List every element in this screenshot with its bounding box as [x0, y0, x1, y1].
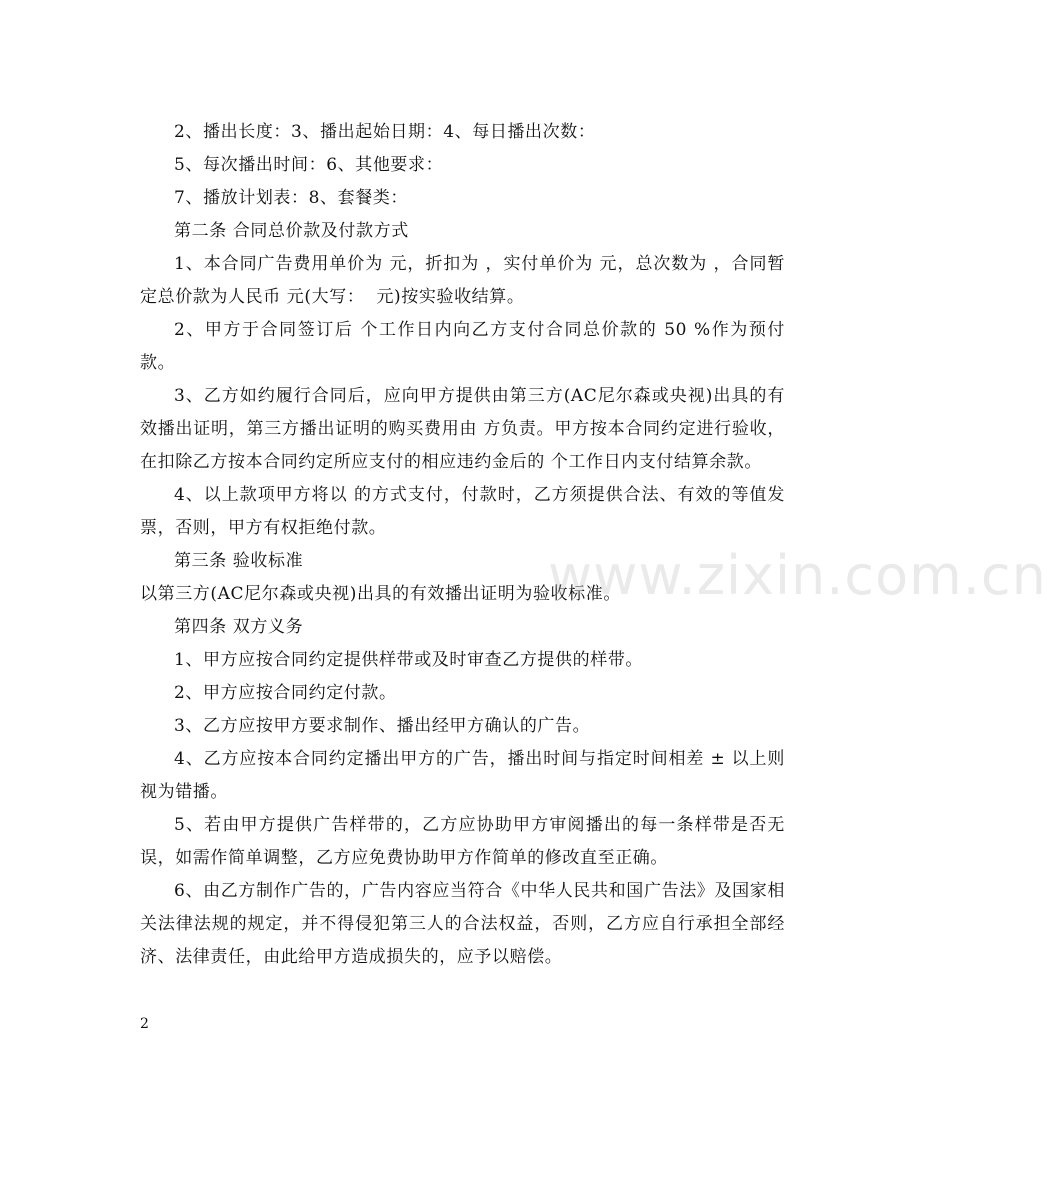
paragraph: 3、乙方应按甲方要求制作、播出经甲方确认的广告。	[174, 716, 591, 736]
paragraph: 4、以上款项甲方将以 的方式支付，付款时，乙方须提供合法、有效的等值发票，否则，甲方有权拒绝付款。	[140, 485, 785, 538]
paragraph: 2、甲方于合同签订后 个工作日内向乙方支付合同总价款的 50 %作为预付款。	[140, 320, 785, 373]
section-heading: 第三条 验收标准	[174, 551, 304, 571]
paragraph: 2、播出长度：3、播出起始日期：4、每日播出次数：	[174, 122, 596, 142]
document-body	[140, 116, 785, 974]
paragraph: 6、由乙方制作广告的，广告内容应当符合《中华人民共和国广告法》及国家相关法律法规的规定，并不得侵犯第三人的合法权益，否则，乙方应自行承担全部经济、法律责任，由此给甲方造成损失的，应予以赔偿。	[140, 881, 785, 967]
page-number: 2	[140, 1016, 149, 1032]
paragraph: 1、甲方应按合同约定提供样带或及时审查乙方提供的样带。	[174, 650, 644, 670]
paragraph: 3、乙方如约履行合同后，应向甲方提供由第三方(AC尼尔森或央视)出具的有效播出证明，第三方播出证明的购买费用由 方负责。甲方按本合同约定进行验收，在扣除乙方按本合同约定所应支付的相应违约金后的 个工作日内支付结算余款。	[140, 386, 785, 472]
section-heading: 第四条 双方义务	[174, 617, 304, 637]
paragraph: 5、每次播出时间：6、其他要求：	[174, 155, 444, 175]
watermark: www.zixin.com.cn	[548, 544, 1047, 607]
paragraph: 5、若由甲方提供广告样带的，乙方应协助甲方审阅播出的每一条样带是否无误，如需作简单调整，乙方应免费协助甲方作简单的修改直至正确。	[140, 815, 785, 868]
paragraph: 2、甲方应按合同约定付款。	[174, 683, 397, 703]
section-heading: 第二条 合同总价款及付款方式	[174, 221, 409, 241]
paragraph: 1、本合同广告费用单价为 元，折扣为 ，实付单价为 元，总次数为 ，合同暂定总价款为人民币 元(大写： 元)按实验收结算。	[140, 254, 785, 307]
paragraph: 4、乙方应按本合同约定播出甲方的广告，播出时间与指定时间相差 ± 以上则视为错播。	[140, 749, 785, 802]
paragraph: 7、播放计划表：8、套餐类：	[174, 188, 409, 208]
paragraph: 以第三方(AC尼尔森或央视)出具的有效播出证明为验收标准。	[140, 584, 621, 604]
